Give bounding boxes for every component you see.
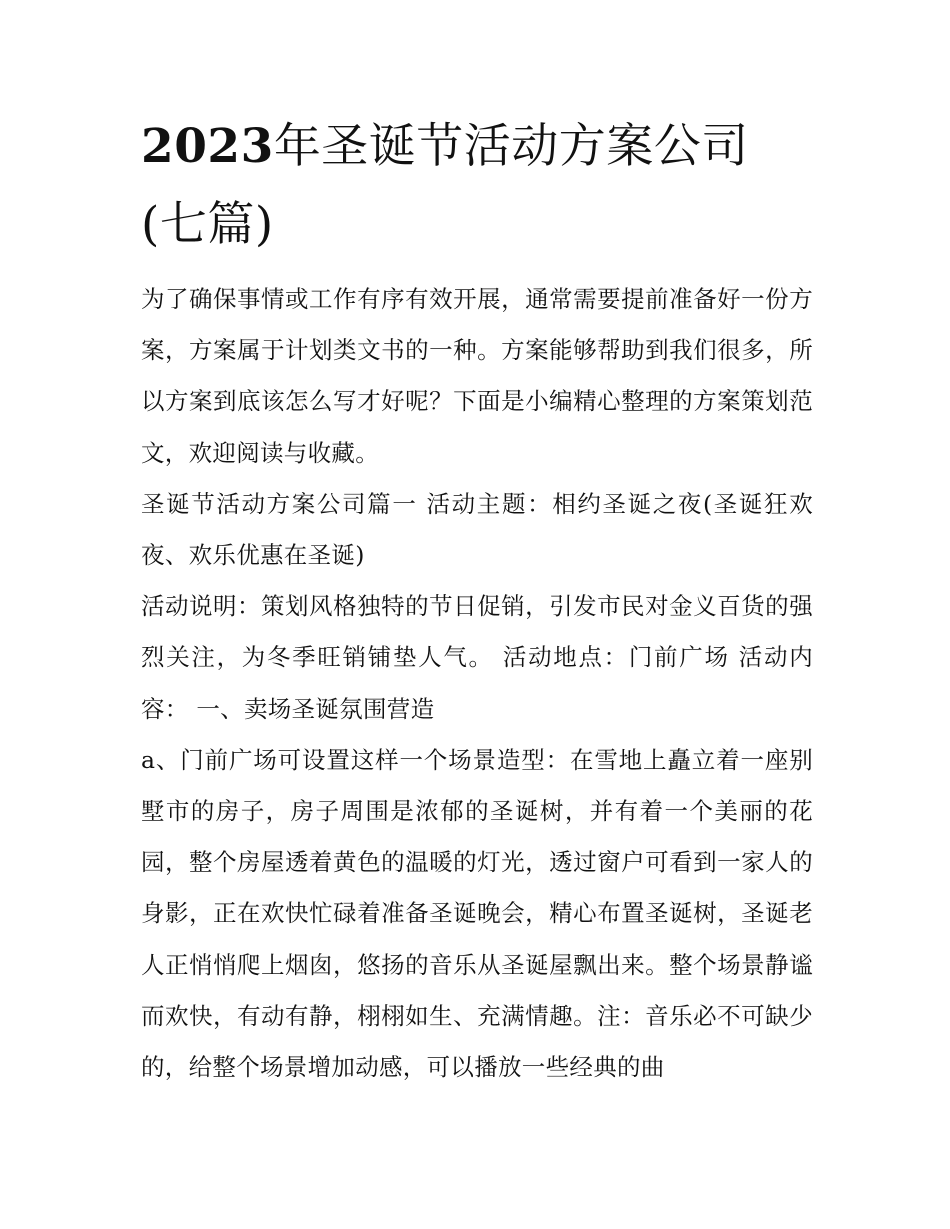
document-title <box>141 108 813 264</box>
activity-description-paragraph: 活动说明：策划风格独特的节日促销，引发市民对金义百货的强烈关注，为冬季旺销铺垫人气。 活动地点：门前广场 活动内容： 一、卖场圣诞氛围营造 <box>141 592 813 723</box>
section-heading-paragraph: 圣诞节活动方案公司篇一 活动主题：相约圣诞之夜(圣诞狂欢夜、欢乐优惠在圣诞) <box>141 489 813 570</box>
document-body <box>141 108 813 1093</box>
title-text: 年圣诞节活动方案公司(七篇) <box>141 119 749 252</box>
title-year: 2023 <box>141 119 274 174</box>
intro-paragraph: 为了确保事情或工作有序有效开展，通常需要提前准备好一份方案，方案属于计划类文书的一种。方案能够帮助到我们很多，所以方案到底该怎么写才好呢？下面是小编精心整理的方案策划范文，欢迎阅读与收藏。 <box>141 285 813 467</box>
scene-design-paragraph: a、门前广场可设置这样一个场景造型：在雪地上矗立着一座别墅市的房子，房子周围是浓郁的圣诞树，并有着一个美丽的花园，整个房屋透着黄色的温暖的灯光，透过窗户可看到一家人的身影，正在欢快忙碌着准备圣诞晚会，精心布置圣诞树，圣诞老人正悄悄爬上烟囱，悠扬的音乐从圣诞屋飘出来。整个场景静谧而欢快，有动有静，栩栩如生、充满情趣。注：音乐必不可缺少的，给整个场景增加动感，可以播放一些经典的曲 <box>141 745 813 1082</box>
